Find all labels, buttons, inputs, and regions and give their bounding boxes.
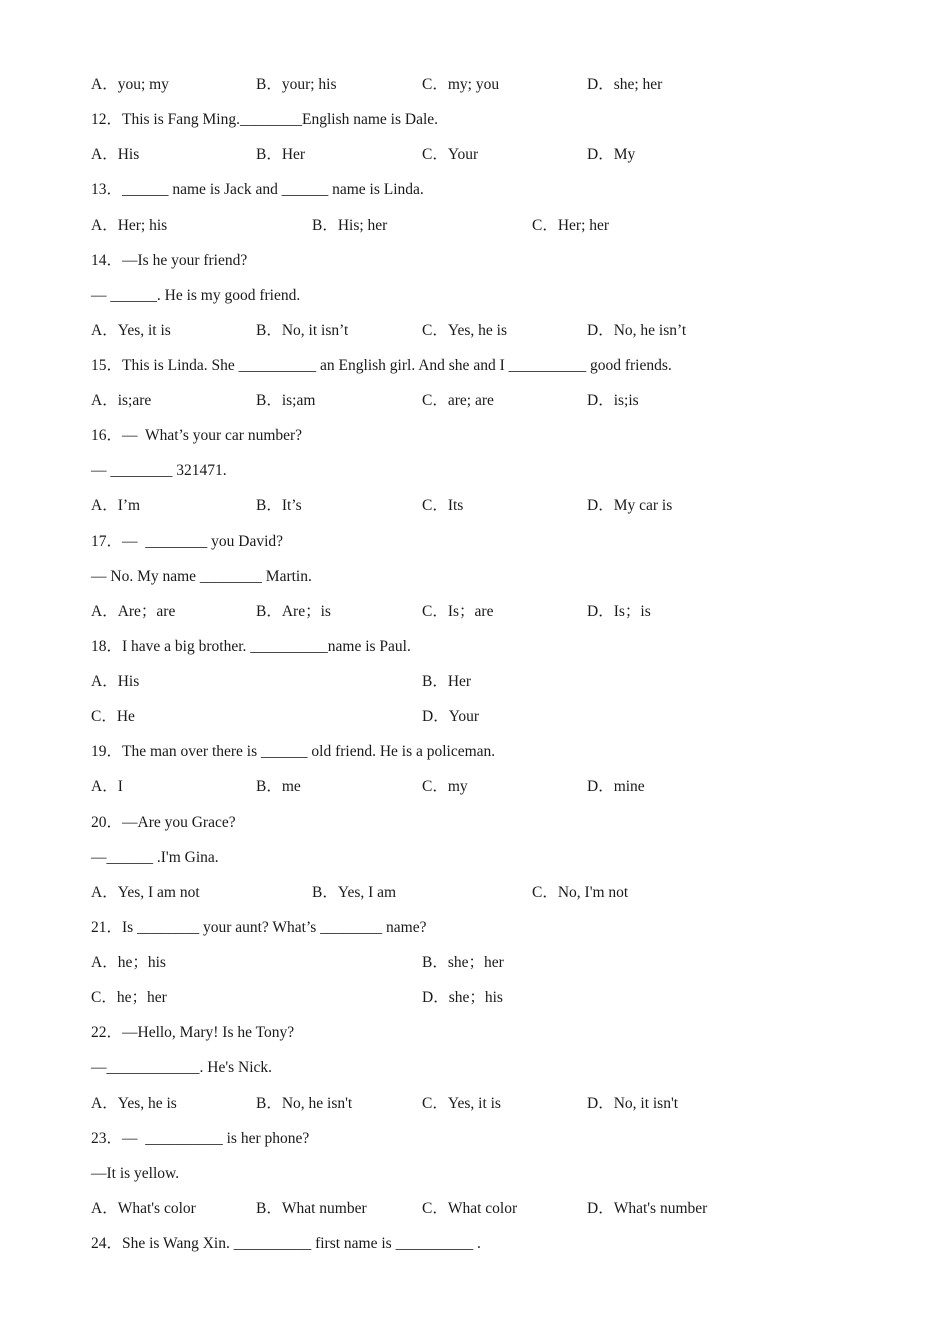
answer-option: D．she; her [587, 76, 663, 93]
answer-option: B．No, it isn’t [256, 321, 349, 339]
answer-option: D．she；his [422, 989, 503, 1007]
answer-option: B．It’s [256, 497, 302, 515]
question-line [91, 285, 300, 307]
answer-option: A．I [91, 778, 123, 796]
question-line [91, 1057, 272, 1079]
answer-option: B．your; his [256, 76, 337, 93]
answer-option: B．Her [422, 673, 472, 690]
answer-option: B．Yes, I am [312, 883, 397, 901]
question-text: 21．Is ________ your aunt? What’s ________ name? [91, 918, 427, 936]
answer-option: D．is;is [587, 392, 639, 410]
answer-option: D．Your [422, 708, 479, 726]
answer-option: C．He [91, 708, 135, 726]
answer-option: B．His; her [312, 216, 388, 234]
answer-option: C．my; you [422, 76, 500, 93]
answer-option: D．What's number [587, 1199, 708, 1217]
answer-option: A．Yes, I am not [91, 883, 200, 901]
question-text: 17．— ________ you David? [91, 532, 284, 550]
answer-option: A．His [91, 673, 140, 690]
question-line [91, 1022, 294, 1044]
question-text: 18．I have a big brother. __________name is Paul. [91, 637, 411, 655]
question-text: — No. My name ________ Martin. [91, 567, 312, 585]
question-line [91, 250, 247, 272]
question-line [91, 847, 219, 869]
question-line [91, 812, 236, 834]
answer-option: A．His [91, 146, 140, 164]
question-line [91, 355, 672, 377]
question-line [91, 636, 411, 658]
answer-option: A．Her; his [91, 216, 168, 234]
answer-option: C．Yes, he is [422, 321, 507, 339]
answer-option: D．No, he isn’t [587, 321, 687, 339]
question-line [91, 179, 424, 201]
answer-option: C．What color [422, 1199, 518, 1217]
answer-option: B．What number [256, 1199, 367, 1217]
answer-option: A．Are；are [91, 602, 176, 620]
answer-option: D．mine [587, 778, 645, 796]
answer-option: B．Her [256, 146, 306, 164]
question-text: 23．— __________ is her phone? [91, 1129, 310, 1147]
question-text: 16．— What’s your car number? [91, 427, 303, 445]
answer-option: C．No, I'm not [532, 883, 629, 901]
answer-option: D．No, it isn't [587, 1094, 679, 1112]
question-line [91, 425, 302, 447]
question-text: — ________ 321471. [91, 462, 227, 480]
answer-option: C．are; are [422, 392, 494, 410]
question-text: 19．The man over there is ______ old friend. He is a policeman. [91, 743, 496, 761]
answer-option: C．Your [422, 146, 479, 164]
answer-option: D．Is；is [587, 602, 651, 620]
answer-option: C．Yes, it is [422, 1094, 501, 1112]
question-line [91, 460, 227, 482]
answer-option: C．he；her [91, 989, 167, 1007]
question-line [91, 741, 495, 763]
answer-option: A．Yes, he is [91, 1094, 177, 1112]
question-text: —______ .I'm Gina. [91, 848, 219, 866]
question-text: 20．—Are you Grace? [91, 813, 236, 831]
question-text: 22．—Hello, Mary! Is he Tony? [91, 1024, 295, 1042]
answer-option: A．he；his [91, 954, 166, 971]
answer-option: D．My car is [587, 497, 673, 515]
question-text: 14．—Is he your friend? [91, 251, 248, 269]
answer-option: A．What's color [91, 1199, 196, 1217]
answer-option: B．me [256, 778, 301, 796]
question-line [91, 1128, 309, 1150]
question-line [91, 1163, 179, 1185]
question-line [91, 531, 283, 553]
question-text: — ______. He is my good friend. [91, 286, 301, 304]
question-text: —____________. He's Nick. [91, 1059, 273, 1077]
question-text: 12．This is Fang Ming.________English name is Dale. [91, 111, 439, 129]
question-text: 24．She is Wang Xin. __________ first name is __________ . [91, 1235, 481, 1252]
answer-option: C．Is；are [422, 602, 494, 620]
answer-option: C．Her; her [532, 216, 610, 234]
question-line [91, 109, 438, 131]
answer-option: C．Its [422, 497, 464, 515]
answer-option: A．you; my [91, 76, 169, 93]
question-line [91, 1233, 481, 1255]
answer-option: B．is;am [256, 392, 316, 410]
question-line [91, 917, 427, 939]
question-text: 15．This is Linda. She __________ an English girl. And she and I __________ good friends. [91, 357, 672, 374]
answer-option: A．Yes, it is [91, 321, 171, 339]
question-line [91, 566, 312, 588]
answer-option: C．my [422, 778, 468, 796]
answer-option: A．is;are [91, 392, 152, 410]
answer-option: B．Are；is [256, 602, 331, 620]
question-text: —It is yellow. [91, 1164, 180, 1182]
question-text: 13．______ name is Jack and ______ name is Linda. [91, 181, 424, 199]
answer-option: D．My [587, 146, 636, 164]
answer-option: A．I’m [91, 497, 141, 515]
answer-option: B．she；her [422, 954, 504, 971]
answer-option: B．No, he isn't [256, 1094, 353, 1112]
